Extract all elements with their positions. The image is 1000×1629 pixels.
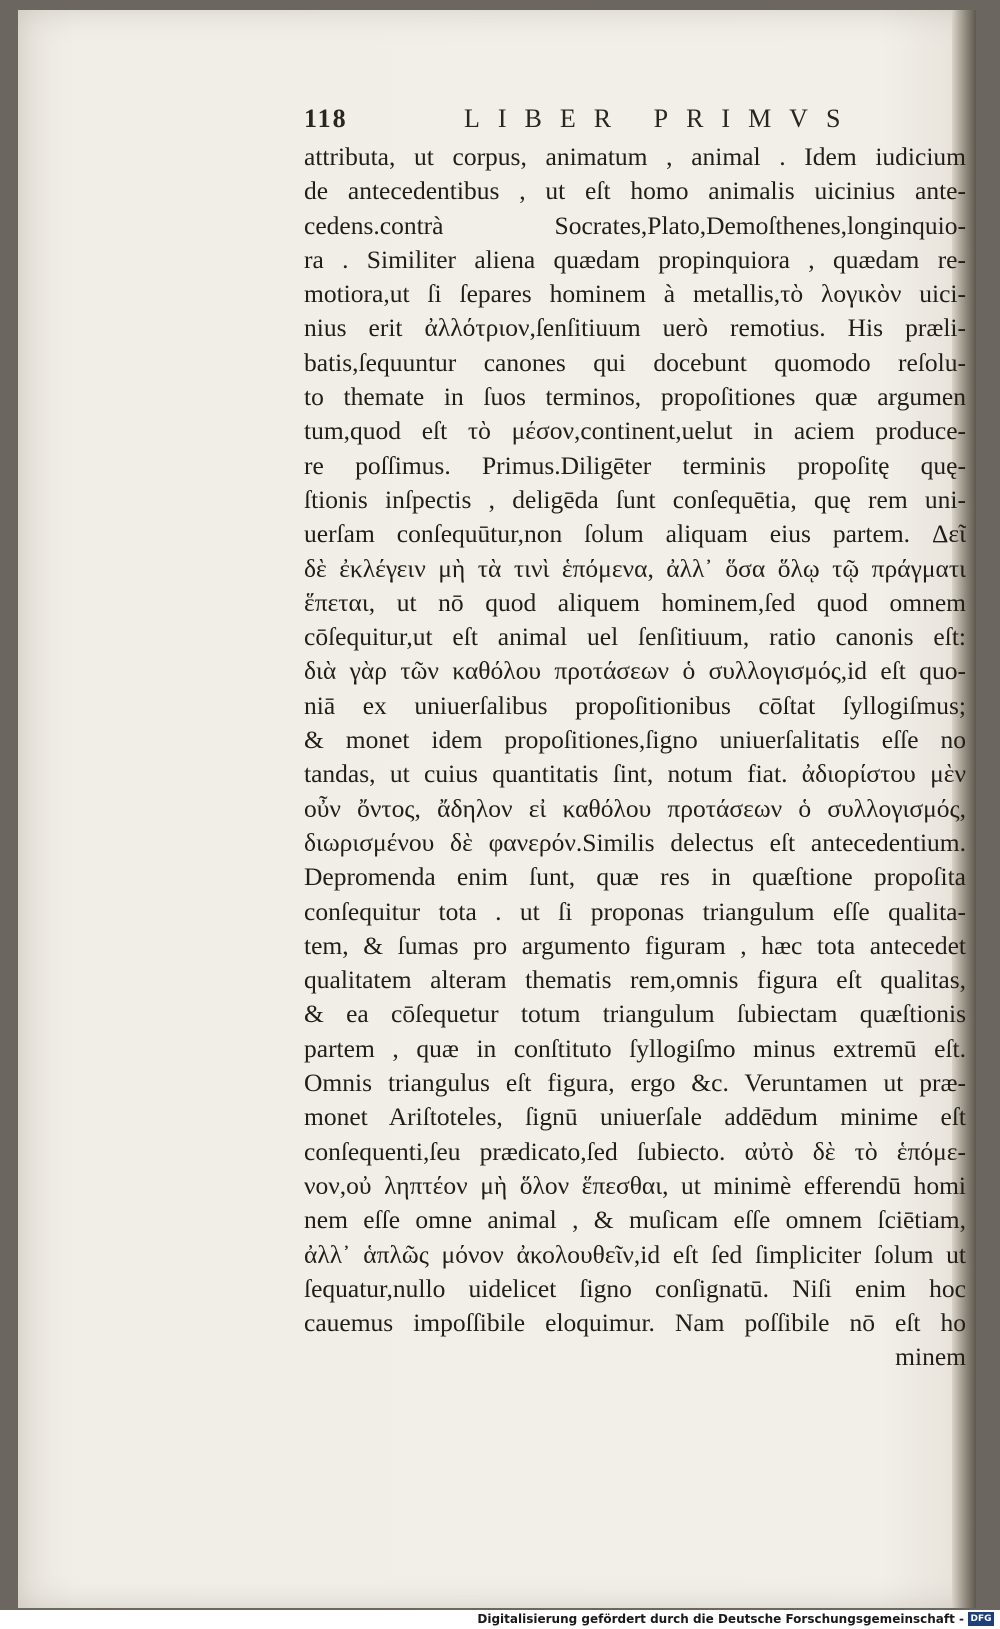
catchword: minem [895, 1342, 966, 1372]
body-text [304, 140, 966, 1375]
dfg-logo: DFG [968, 1612, 994, 1626]
text-line: cauemus impoſſibile eloquimur. Nam poſſibile nō eſt ho [304, 1308, 966, 1338]
text-line: de antecedentibus , ut eſt homo animalis uicinius ante- [304, 176, 966, 206]
text-line: attributa, ut corpus, animatum , animal . Idem iudicium [304, 142, 966, 171]
text-line: cedens.contrà Socrates,Plato,Demoſthenes,longinquio- [304, 210, 966, 240]
text-line: qualitatem alteram thematis rem,omnis figura eſt qualitas, [304, 965, 966, 995]
footer-bar [0, 1610, 1000, 1629]
text-line: nem eſſe omne animal , & muſicam eſſe omnem ſciētiam, [304, 1205, 966, 1235]
text-line: conſequitur tota . ut ſi proponas triangulum eſſe qualita- [304, 896, 966, 926]
text-line: nius erit ἀλλότριον,ſenſitiuum uerò remotius. His præli- [304, 313, 966, 343]
text-line: Depromenda enim ſunt, quæ res in quæſtione propoſita [304, 862, 966, 892]
text-line: νον,οὐ ληπτέον μὴ ὅλον ἕπεσθαι, ut minimè efferendū homi [304, 1170, 966, 1200]
text-line: uerſam conſequūtur,non ſolum aliquam eius partem. Δεῖ [304, 519, 966, 549]
text-line: niā ex uniuerſalibus propoſitionibus cōſtat ſyllogiſmus; [304, 690, 966, 720]
text-line: to themate in ſuos terminos, propoſitiones quæ argumen [304, 382, 966, 412]
text-line: & ea cōſequetur totum triangulum ſubiectam quæſtionis [304, 999, 966, 1029]
text-line: tandas, ut cuius quantitatis ſint, notum fiat. ἀδιορίστου μὲν [304, 759, 966, 789]
text-line: & monet idem propoſitiones,ſigno uniuerſalitatis eſſe no [304, 725, 966, 755]
text-line: ſtionis inſpectis , deligēda ſunt conſequētia, quę rem uni- [304, 484, 966, 514]
text-line: Omnis triangulus eſt figura, ergo &c. Veruntamen ut præ- [304, 1068, 966, 1098]
text-line: διωρισμένου δὲ φανερόν.Similis delectus eſt antecedentium. [304, 827, 966, 857]
text-line: motiora,ut ſi ſepares hominem à metallis,τὸ λογικὸν uici- [304, 279, 966, 309]
text-line: batis,ſequuntur canones qui docebunt quomodo reſolu- [304, 347, 966, 377]
text-line: ἕπεται, ut nō quod aliquem hominem,ſed quod omnem [304, 587, 966, 617]
text-line: re poſſimus. Primus.Diligēter terminis propoſitę quę- [304, 450, 966, 480]
text-line: tum,quod eſt τὸ μέσον,continent,uelut in aciem produce- [304, 416, 966, 446]
text-line: οὖν ὄντος, ἄδηλον εἰ καθόλου προτάσεων ὁ συλλογισμός, [304, 793, 966, 823]
digitization-credit: Digitalisierung gefördert durch die Deutsche Forschungsgemeinschaft - [477, 1612, 964, 1626]
text-line: ra . Similiter aliena quædam propinquiora , quædam re- [304, 244, 966, 274]
text-line: monet Ariſtoteles, ſignū uniuerſale addēdum minime eſt [304, 1102, 966, 1132]
page-number: 118 [304, 104, 348, 133]
text-line: conſequenti,ſeu prædicato,ſed ſubiecto. αὐτὸ δὲ τὸ ἑπόμε- [304, 1136, 966, 1166]
text-line: ſequatur,nullo uidelicet ſigno conſignatū. Niſi enim hoc [304, 1273, 966, 1303]
running-head [304, 104, 964, 138]
text-line: tem, & ſumas pro argumento figuram , hæc tota antecedet [304, 930, 966, 960]
running-head-title: LIBER PRIMVS [464, 104, 859, 133]
text-line: διὰ γὰρ τῶν καθόλου προτάσεων ὁ συλλογισμός,id eſt quo- [304, 656, 966, 686]
text-line: cōſequitur,ut eſt animal uel ſenſitiuum, ratio canonis eſt: [304, 622, 966, 652]
text-line: partem , quæ in conſtituto ſyllogiſmo minus extremū eſt. [304, 1033, 966, 1063]
text-line: δὲ ἐκλέγειν μὴ τὰ τινὶ ἑπόμενα, ἀλλ᾽ ὅσα ὅλῳ τῷ πράγματι [304, 553, 966, 583]
text-line: ἀλλ᾽ ἁπλῶς μόνον ἀκολουθεῖν,id eſt ſed ſimpliciter ſolum ut [304, 1239, 966, 1269]
